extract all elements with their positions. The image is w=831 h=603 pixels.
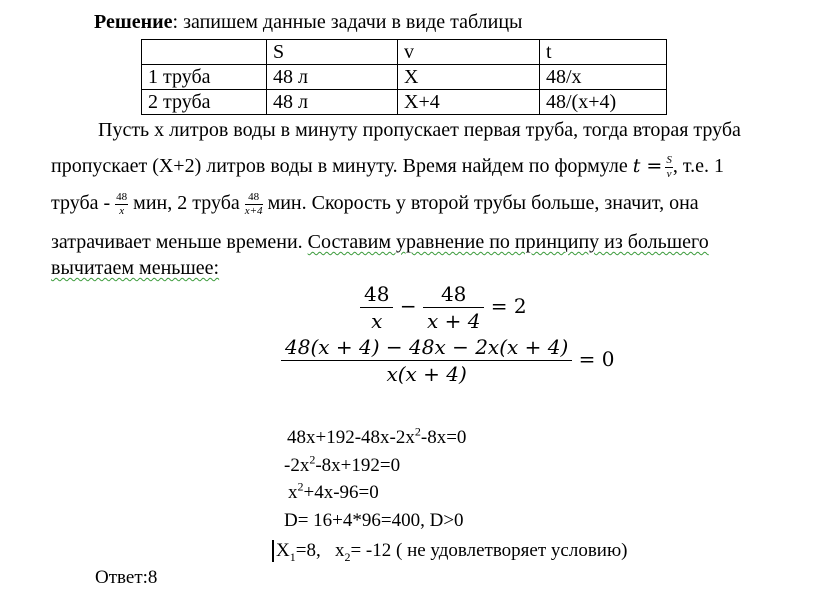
- table-cell: 48/x: [540, 65, 667, 90]
- fraction-denominator: x+4: [244, 204, 263, 217]
- fraction-numerator: 48(x + 4) − 48x − 2x(x + 4): [281, 337, 572, 361]
- formula-s: S: [666, 153, 672, 166]
- equation-2-fraction: [281, 337, 572, 384]
- step-4: D= 16+4*96=400, D>0: [284, 510, 464, 531]
- step-text: 48x+192-48x-2x: [287, 427, 415, 448]
- table-cell: v: [398, 40, 540, 65]
- solution-label: Решение: [94, 11, 173, 33]
- paragraph-text: труба -: [51, 192, 116, 214]
- equation-1: [360, 284, 527, 331]
- step-text: -8x+192=0: [315, 455, 401, 476]
- table-cell: t: [540, 40, 667, 65]
- formula-v: v: [666, 167, 672, 180]
- table-cell: X: [398, 65, 540, 90]
- formula-t: t =: [632, 155, 663, 177]
- table-cell: 1 труба: [142, 65, 267, 90]
- paragraph-line-2: [51, 148, 724, 184]
- equation-1-rhs: = 2: [490, 294, 527, 318]
- subscript: 1: [289, 549, 296, 564]
- step-5: [276, 540, 627, 562]
- grammar-flagged-text: вычитаем меньшее:: [51, 257, 220, 279]
- text-cursor: [272, 540, 274, 562]
- exponent: 2: [309, 452, 316, 467]
- paragraph-line-5: [51, 257, 219, 280]
- equation-1-fraction-a: [360, 284, 393, 331]
- step-text: -2x: [284, 455, 310, 476]
- fraction-numerator: 48: [245, 192, 263, 205]
- grammar-flagged-text: Составим уравнение по принципу из большего: [307, 231, 709, 253]
- data-table: [141, 39, 667, 115]
- paragraph-line-4: [51, 231, 709, 254]
- paragraph-text: мин, 2 труба: [128, 192, 245, 214]
- equation-1-fraction-b: [423, 284, 484, 331]
- table-cell: 48 л: [267, 65, 398, 90]
- equation-2-rhs: = 0: [578, 347, 615, 371]
- paragraph-text: пропускает (Х+2) литров воды в минуту. Время найдем по формуле: [51, 155, 633, 177]
- step-text: x: [288, 482, 298, 503]
- fraction-numerator: 48: [116, 190, 128, 203]
- step-text: X: [276, 540, 290, 561]
- formula-s-over-v: [665, 155, 673, 180]
- paragraph-text: затрачивает меньше времени.: [51, 231, 308, 253]
- solution-heading: [94, 11, 523, 34]
- answer: Ответ:8: [95, 567, 158, 588]
- fraction-numerator: 48: [360, 284, 393, 308]
- fraction-denominator: x: [119, 204, 125, 217]
- step-3: [288, 479, 379, 504]
- step-text: = -12 ( не удовлетворяет условию): [350, 540, 628, 561]
- table-cell: X+4: [398, 90, 540, 115]
- table-row: [142, 90, 667, 115]
- exponent: 2: [414, 424, 421, 439]
- step-text: =8, x: [295, 540, 345, 561]
- paragraph-text: , т.е. 1: [672, 155, 724, 177]
- table-cell: S: [267, 40, 398, 65]
- step-text: -8x=0: [420, 427, 467, 448]
- table-row: [142, 65, 667, 90]
- fraction-48-over-x: [115, 192, 128, 217]
- paragraph-line-3: [51, 185, 699, 221]
- subscript: 2: [344, 549, 351, 564]
- table-cell: 2 труба: [142, 90, 267, 115]
- fraction-numerator: 48: [423, 284, 484, 308]
- fraction-denominator: x(x + 4): [386, 362, 467, 386]
- exponent: 2: [297, 479, 304, 494]
- paragraph-text: мин. Скорость у второй трубы больше, значит, она: [262, 192, 699, 214]
- table-cell: 48 л: [267, 90, 398, 115]
- fraction-denominator: x + 4: [426, 309, 481, 333]
- equation-2: [281, 337, 615, 384]
- step-text: +4x-96=0: [303, 482, 379, 503]
- step-2: [284, 452, 401, 477]
- fraction-denominator: x: [371, 309, 383, 333]
- fraction-48-over-x-plus-4: [245, 192, 263, 217]
- solution-heading-text: : запишем данные задачи в виде таблицы: [172, 11, 523, 33]
- minus-sign: −: [399, 294, 417, 318]
- table-cell: 48/(x+4): [540, 90, 667, 115]
- table-cell: [142, 40, 267, 65]
- paragraph-line-1: Пусть х литров воды в минуту пропускает первая труба, тогда вторая труба: [98, 119, 741, 141]
- table-header-row: [142, 40, 667, 65]
- step-1: [287, 424, 467, 449]
